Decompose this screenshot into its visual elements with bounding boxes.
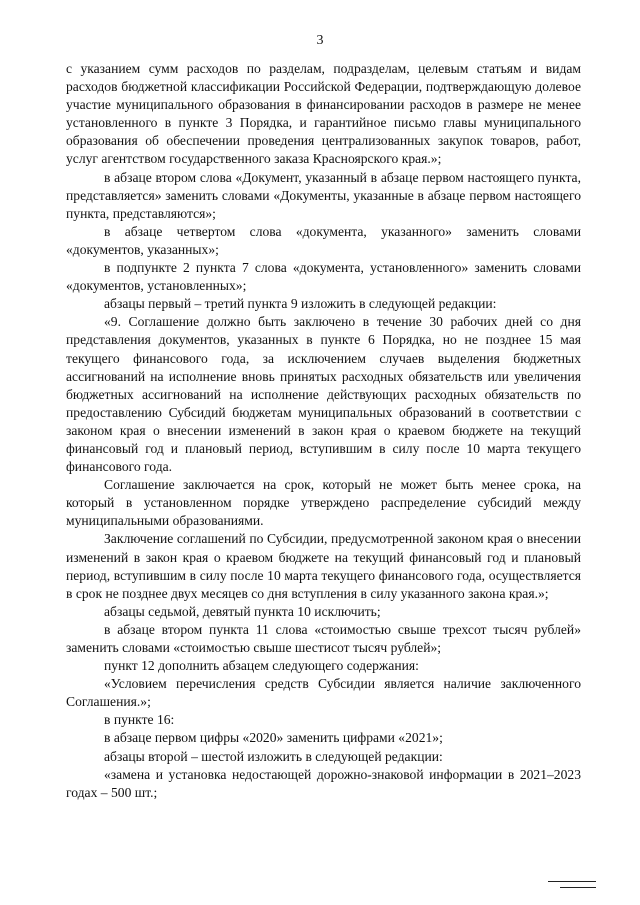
paragraph: в пункте 16: (104, 712, 175, 728)
paragraph: в абзаце втором пункта 11 слова «стоимостью свыше трехсот тысяч рублей» заменить словами «стоимостью свыше шестисот тысяч рублей»; (66, 621, 581, 655)
document-body (66, 60, 581, 802)
paragraph: Соглашение заключается на срок, который не может быть менее срока, на который в установленном порядке утверждено распределение субсидий между муниципальными образованиями. (66, 477, 581, 529)
paragraph: «замена и установка недостающей дорожно-знаковой информации в 2021–2023 годах – 500 шт.; (66, 766, 581, 800)
paragraph: в абзаце втором слова «Документ, указанный в абзаце первом настоящего пункта, представляется» заменить словами «Документы, указанные в абзаце первом настоящего пункта, представляются»; (66, 169, 581, 221)
page-number: 3 (316, 33, 324, 48)
paragraph: абзацы второй – шестой изложить в следующей редакции: (104, 748, 443, 764)
paragraph: в подпункте 2 пункта 7 слова «документа, установленного» заменить словами «документов, установленных»; (66, 260, 581, 294)
paragraph: с указанием сумм расходов по разделам, подразделам, целевым статьям и видам расходов бюджетной классификации Российской Федерации, подтверждающую долевое участие муниципального образования в финансировании расходов в размере не менее установленного в пункте 3 Порядка, и гарантийное письмо главы муниципального образования об обеспечении проведения централизованных закупок товаров, работ, услуг агентством государственного заказа Красноярского края.»; (66, 61, 581, 167)
paragraph: в абзаце четвертом слова «документа, указанного» заменить словами «документов, указанных»; (66, 223, 581, 257)
paragraph: абзацы седьмой, девятый пункта 10 исключить; (104, 603, 381, 619)
paragraph: Заключение соглашений по Субсидии, предусмотренной законом края о внесении изменений в закон края о краевом бюджете на текущий финансовый год и плановый период, вступившим в силу после 10 марта текущего финансового года, осуществляется в срок не позднее двух месяцев со дня вступления в силу указанного закона края.»; (66, 531, 581, 601)
paragraph: «9. Соглашение должно быть заключено в течение 30 рабочих дней со дня представления документов, указанных в пункте 6 Порядка, но не позднее 15 мая текущего финансового года, за исключением случаев выделения бюджетных ассигнований на исполнение вновь принятых расходных обязательств или увеличения бюджетных ассигнований на исполнение действующих расходных обязательств по предоставлению Субсидий бюджетам муниципальных образований в соответствии с законом края о внесении изменений в закон края о краевом бюджете на текущий финансовый год и плановый период, вступившим в силу после 10 марта текущего финансового года. (66, 314, 581, 475)
paragraph: «Условием перечисления средств Субсидии является наличие заключенного Соглашения.»; (66, 676, 581, 710)
paragraph: пункт 12 дополнить абзацем следующего содержания: (104, 658, 419, 674)
footer-stamp-mark (560, 887, 596, 888)
paragraph: в абзаце первом цифры «2020» заменить цифрами «2021»; (104, 730, 443, 746)
paragraph: абзацы первый – третий пункта 9 изложить в следующей редакции: (104, 296, 497, 312)
footer-stamp-mark (548, 881, 596, 882)
